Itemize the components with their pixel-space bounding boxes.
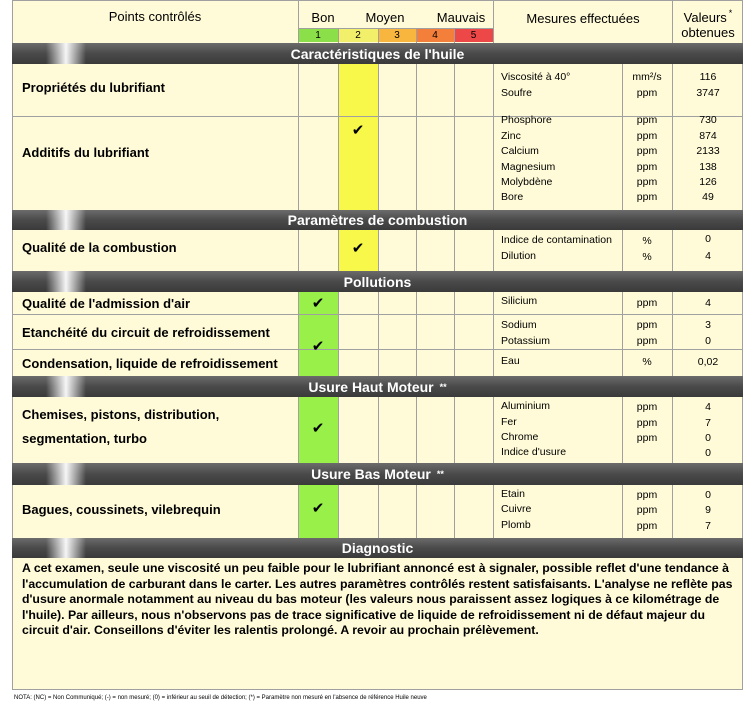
measure-value: 3747 [696,87,720,99]
measure-unit: ppm [636,432,658,444]
measure-unit: % [642,251,652,263]
measure-name: Sodium [501,319,537,331]
section-title-haut-moteur: Usure Haut Moteur [308,378,434,395]
measure-value: 4 [705,297,711,309]
point-bas-moteur: Bagues, coussinets, vilebrequin [22,502,221,517]
measure-unit: ppm [636,504,658,516]
measure-name: Indice d'usure [501,446,567,458]
header-valeurs-label: Valeurs [683,9,727,25]
measure-name: Silicium [501,295,538,307]
grid-line [12,0,13,690]
section-bar-bas-moteur [12,463,743,485]
measure-unit: ppm [636,87,658,99]
section-bar-shine [46,463,86,485]
measure-unit: ppm [636,191,658,203]
measure-value: 7 [705,520,711,532]
point-haut-moteur-line1: Chemises, pistons, distribution, [22,407,220,422]
measure-unit: ppm [636,489,658,501]
point-combustion: Qualité de la combustion [22,240,177,255]
section-title-diagnostic: Diagnostic [341,540,414,556]
footnote: NOTA: (NC) = Non Communiqué; (-) = non mesuré; (0) = inférieur au seuil de détection; (*) = Paramètre non mesuré en l'absence de référence Huile neuve [14,695,427,701]
grid-line [12,689,743,690]
point-condensation: Condensation, liquide de refroidissement [22,356,278,371]
measure-value: 4 [705,401,711,413]
header-mesures: Mesures effectuées [526,10,640,26]
section-title-bas-moteur: Usure Bas Moteur [311,466,431,482]
header-moyen: Moyen [365,9,405,25]
measure-value: 0,02 [697,356,719,368]
measure-unit: ppm [636,176,658,188]
measure-value: 138 [699,161,717,173]
measure-name: Chrome [501,431,539,443]
level-2-swatch: 2 [338,28,378,42]
grid-line [12,0,743,1]
check-icon: ✔ [351,122,365,139]
section-bar-shine [46,271,86,292]
measure-name: Fer [501,416,517,428]
measure-unit: ppm [636,130,658,142]
grid-line [298,28,493,29]
measure-name: Calcium [501,145,539,157]
header-valeurs-star: * [728,8,733,18]
measure-name: Eau [501,355,520,367]
measure-value: 4 [705,250,711,262]
level-5-swatch: 5 [454,28,493,42]
measure-name: Dilution [501,250,537,262]
header-obtenues: obtenues [681,24,735,40]
section-bar-shine [46,43,86,64]
measure-unit: % [642,235,652,247]
measure-name: Molybdène [501,176,553,188]
grid-line [298,0,299,538]
section-note-bas-moteur: ** [436,469,444,479]
section-bar-oil [12,43,743,64]
check-icon: ✔ [311,420,325,437]
point-admission-air: Qualité de l'admission d'air [22,296,191,311]
section-title-pollutions: Pollutions [343,273,412,290]
point-haut-moteur-line2: segmentation, turbo [22,431,147,446]
measure-name: Bore [501,191,524,203]
section-bar-haut-moteur [12,376,743,397]
diagnostic-text: A cet examen, seule une viscosité un peu faible pour le lubrifiant annoncé est à signaler, possible reflet d'une tendance à l'accumulation de carburant dans le carter. Les autres paramètres contrôlés restent satisfaisants. L'analyse ne reflète pas d'usure anormale notamment au niveau du bas moteur (les valeurs nous paraissent assez logiques à ce kilométrage de l'huile). Par ailleurs, nous n'observons pas de trace significative de liquide de refroidissement ni de défaut majeur du circuit d'air. Conseillons d'éviter les ralentis prolongé. A revoir au prochain prélèvement. [22,561,733,637]
section-bar-combustion [12,210,743,230]
point-proprietes: Propriétés du lubrifiant [22,80,166,95]
header-mauvais: Mauvais [436,9,486,25]
measure-unit: ppm [636,319,658,331]
measure-value: 0 [705,447,711,459]
measure-value: 0 [705,432,711,444]
check-icon: ✔ [351,240,365,257]
measure-value: 116 [699,71,717,83]
check-icon: ✔ [311,295,325,312]
header-bon: Bon [311,9,335,25]
measure-value: 730 [699,114,717,126]
measure-unit: % [642,356,652,368]
measure-value: 3 [705,319,711,331]
measure-name: Plomb [501,519,531,531]
measure-unit: ppm [636,297,658,309]
point-additifs: Additifs du lubrifiant [22,145,150,160]
measure-value: 0 [705,489,711,501]
measure-name: Potassium [501,335,551,347]
level-1-swatch: 1 [298,28,338,42]
section-bar-diagnostic [12,538,743,558]
measure-name: Cuivre [501,503,532,515]
measure-name: Aluminium [501,400,551,412]
check-icon: ✔ [311,500,325,517]
point-etancheite: Etanchéité du circuit de refroidissement [22,325,270,340]
measure-value: 2133 [696,145,720,157]
measure-name: Zinc [501,130,521,142]
measure-value: 0 [705,233,711,245]
section-bar-shine [46,210,86,230]
grid-line [12,349,743,350]
measure-unit: ppm [636,520,658,532]
measure-unit: ppm [636,401,658,413]
measure-value: 874 [699,130,717,142]
section-note-haut-moteur: ** [439,381,447,392]
section-bar-pollutions [12,271,743,292]
level-4-swatch: 4 [416,28,454,42]
section-bar-shine [46,376,86,397]
measure-unit: ppm [636,114,658,126]
measure-value: 7 [705,417,711,429]
measure-name: Etain [501,488,525,500]
measure-unit: ppm [636,335,658,347]
section-title-combustion: Paramètres de combustion [287,212,468,228]
measure-value: 9 [705,504,711,516]
measure-name: Magnesium [501,161,556,173]
measure-unit: ppm [636,417,658,429]
measure-unit: mm²/s [632,71,662,83]
measure-value: 49 [702,191,714,203]
measure-name: Phosphore [501,114,552,126]
grid-line [493,0,494,538]
measure-name: Viscosité à 40° [501,71,571,83]
section-bar-shine [46,538,86,558]
level-3-swatch: 3 [378,28,416,42]
header-points: Points contrôlés [108,8,202,24]
measure-value: 126 [699,176,717,188]
header-valeurs [673,9,743,25]
section-title-oil: Caractéristiques de l'huile [290,45,465,62]
measure-name: Soufre [501,87,532,99]
measure-value: 0 [705,335,711,347]
measure-unit: ppm [636,161,658,173]
measure-name: Indice de contamination [501,234,612,246]
check-icon: ✔ [311,338,325,355]
measure-unit: ppm [636,145,658,157]
